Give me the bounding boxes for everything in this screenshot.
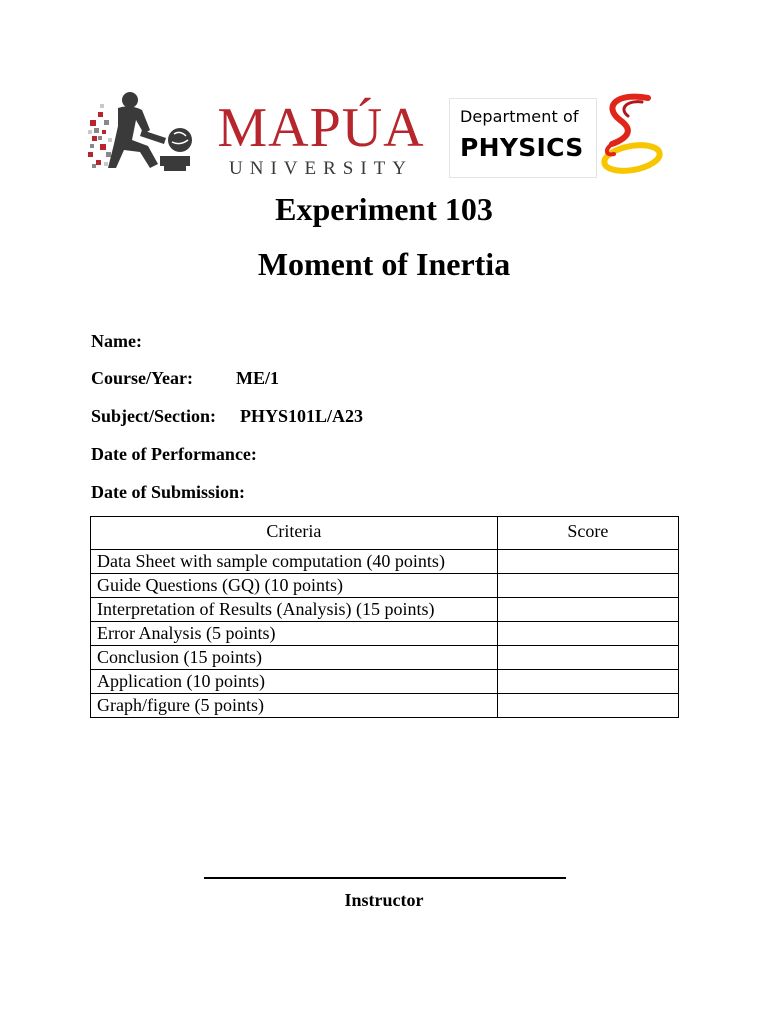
table-row <box>91 550 679 574</box>
table-row <box>91 622 679 646</box>
score-cell <box>497 622 678 646</box>
course-value: ME/1 <box>236 368 279 388</box>
criteria-cell: Interpretation of Results (Analysis) (15 points) <box>91 598 498 622</box>
score-cell <box>497 574 678 598</box>
course-field <box>91 367 279 389</box>
name-label: Name: <box>91 331 142 351</box>
university-name: MAPÚA <box>217 97 425 159</box>
subject-field <box>91 405 364 427</box>
table-row <box>91 646 679 670</box>
criteria-cell: Error Analysis (5 points) <box>91 622 498 646</box>
table-row <box>91 670 679 694</box>
date-of-submission-field <box>91 481 245 503</box>
experiment-number-title: Experiment 103 <box>275 191 493 227</box>
date-of-performance-label: Date of Performance: <box>91 444 257 464</box>
criteria-header: Criteria <box>91 517 498 550</box>
department-line: Department of <box>460 107 579 126</box>
table-row <box>91 694 679 718</box>
criteria-cell: Conclusion (15 points) <box>91 646 498 670</box>
criteria-cell: Guide Questions (GQ) (10 points) <box>91 574 498 598</box>
page-header <box>88 88 688 188</box>
department-name: PHYSICS <box>460 133 584 162</box>
date-of-performance-field <box>91 443 257 465</box>
subject-label: Subject/Section: <box>91 406 216 426</box>
physics-department-box <box>449 98 597 178</box>
criteria-score-table <box>90 516 679 718</box>
instructor-label: Instructor <box>344 890 424 910</box>
criteria-cell: Graph/figure (5 points) <box>91 694 498 718</box>
mapua-emblem-logo <box>88 90 208 176</box>
criteria-cell: Application (10 points) <box>91 670 498 694</box>
course-label: Course/Year: <box>91 368 193 388</box>
score-cell <box>497 598 678 622</box>
mapua-wordmark-logo <box>206 96 436 178</box>
physics-swirl-logo <box>598 92 664 178</box>
table-row <box>91 574 679 598</box>
score-cell <box>497 550 678 574</box>
table-header-row <box>91 517 679 550</box>
table-row <box>91 598 679 622</box>
score-cell <box>497 646 678 670</box>
date-of-submission-label: Date of Submission: <box>91 482 246 502</box>
signature-line <box>204 877 566 879</box>
score-cell <box>497 670 678 694</box>
experiment-name-title: Moment of Inertia <box>257 246 511 282</box>
score-header: Score <box>497 517 678 550</box>
name-field <box>91 330 142 352</box>
university-word: UNIVERSITY <box>229 158 413 178</box>
score-cell <box>497 694 678 718</box>
subject-value: PHYS101L/A23 <box>240 406 364 426</box>
criteria-cell: Data Sheet with sample computation (40 points) <box>91 550 498 574</box>
